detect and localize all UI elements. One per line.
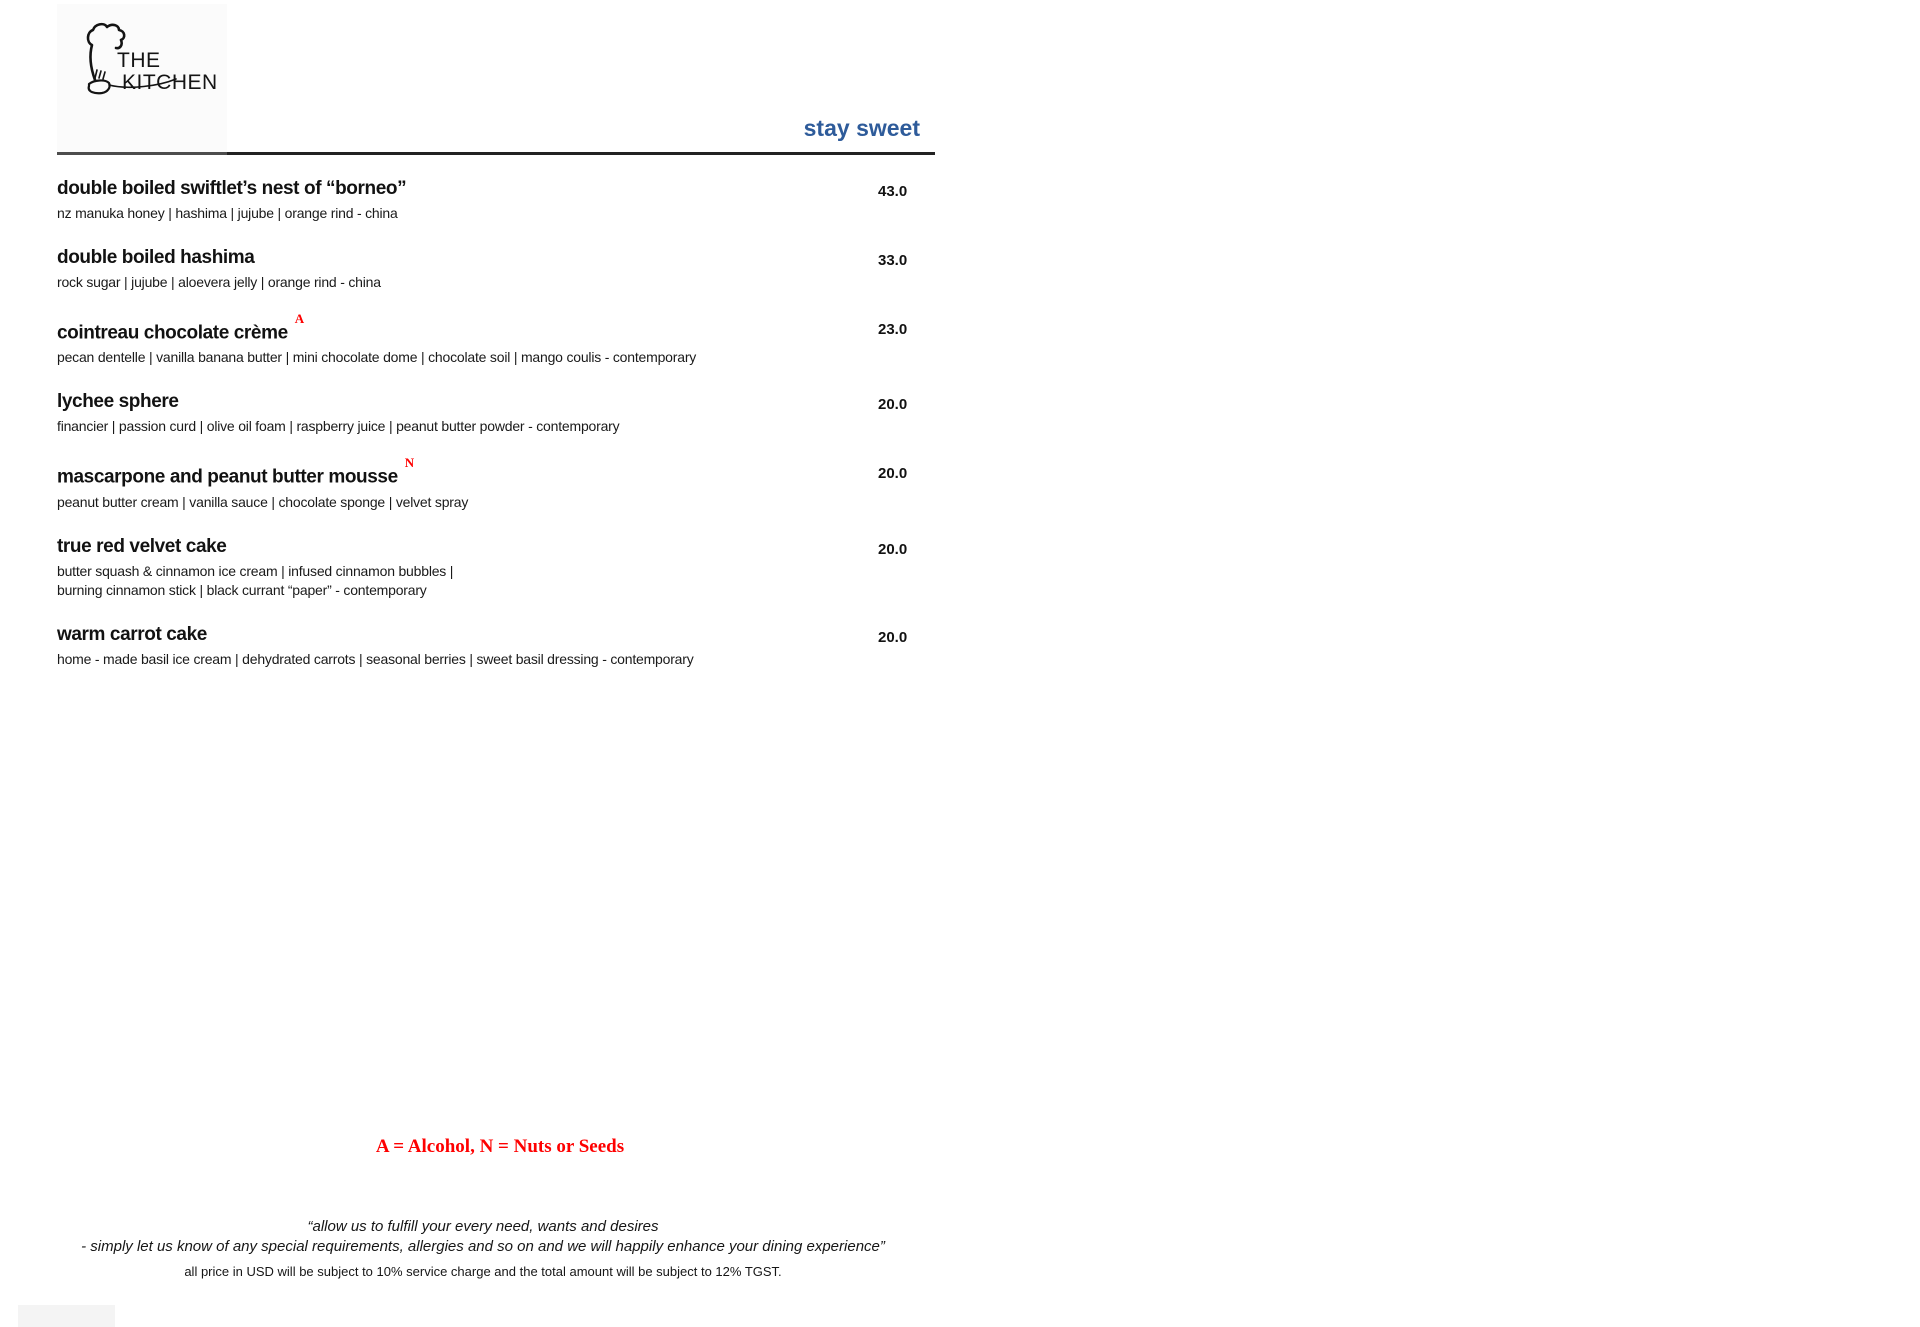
- menu-item-name: [57, 311, 935, 345]
- menu-item: [57, 455, 935, 511]
- price-disclaimer: all price in USD will be subject to 10% service charge and the total amount will be subject to 12% TGST.: [184, 1264, 782, 1279]
- brand-line-kitchen: KITCHEN: [122, 71, 218, 94]
- menu-list: [57, 176, 935, 691]
- quote-line-1: “allow us to fulfill your every need, wants and desires: [307, 1218, 659, 1235]
- menu-item-price: 23.0: [878, 321, 908, 338]
- menu-item: [57, 389, 935, 436]
- menu-item-name-text: double boiled hashima: [57, 247, 255, 268]
- menu-item-description-line: nz manuka honey | hashima | jujube | orange rind - china: [57, 205, 398, 221]
- menu-item-description-line: peanut butter cream | vanilla sauce | chocolate sponge | velvet spray: [57, 493, 469, 510]
- menu-item-description-line: rock sugar | jujube | aloevera jelly | orange rind - china: [57, 274, 381, 290]
- menu-item-description: [57, 273, 935, 292]
- menu-item-name: [57, 622, 935, 647]
- menu-item-description-line: pecan dentelle | vanilla banana butter | mini chocolate dome | chocolate soil | mango coulis - contemporary: [57, 349, 697, 366]
- menu-item-name: [57, 534, 935, 559]
- menu-item-price: 20.0: [878, 465, 908, 483]
- header-divider-left-segment: [57, 152, 227, 155]
- menu-item: [57, 311, 935, 367]
- menu-item-description: [57, 562, 935, 600]
- menu-item-price: 43.0: [878, 183, 908, 200]
- brand-wordmark: [117, 50, 218, 94]
- menu-item: [57, 176, 935, 223]
- menu-item-name-text: double boiled swiftlet’s nest of “borneo”: [57, 178, 407, 199]
- menu-item-description: [57, 417, 935, 436]
- menu-item-name: [57, 245, 935, 270]
- hospitality-quote: [0, 1217, 966, 1257]
- menu-item-name-text: lychee sphere: [57, 391, 179, 413]
- menu-item-price: 20.0: [878, 540, 908, 558]
- menu-item-name-text: mascarpone and peanut butter mousse: [57, 466, 398, 488]
- menu-item: [57, 622, 935, 669]
- menu-item-price: 20.0: [878, 396, 908, 414]
- menu-item-price: 33.0: [878, 252, 908, 269]
- menu-item-name: [57, 176, 935, 201]
- menu-item-description-line: butter squash & cinnamon ice cream | infused cinnamon bubbles |: [57, 562, 454, 579]
- allergen-legend: A = Alcohol, N = Nuts or Seeds: [375, 1136, 625, 1157]
- menu-item-name: [57, 389, 935, 414]
- menu-item-description: [57, 650, 935, 669]
- quote-line-2: - simply let us know of any special requirements, allergies and so on and we will happily enhance your dining experience”: [81, 1238, 885, 1255]
- menu-item-name-text: true red velvet cake: [57, 535, 227, 557]
- menu-item-name-text: warm carrot cake: [57, 623, 207, 645]
- menu-item-description-line: financier | passion curd | olive oil foam | raspberry juice | peanut butter powder - contemporary: [57, 418, 620, 435]
- scan-artifact-box: [18, 1305, 115, 1327]
- menu-item-name: [57, 455, 935, 489]
- brand-line-the: THE: [117, 49, 161, 72]
- menu-item: [57, 534, 935, 600]
- menu-item: [57, 245, 935, 292]
- menu-item-name-text: cointreau chocolate crème: [57, 322, 288, 344]
- allergen-badge: N: [404, 455, 415, 471]
- menu-item-description-line: home - made basil ice cream | dehydrated carrots | seasonal berries | sweet basil dressing - contemporary: [57, 650, 694, 667]
- menu-item-description: [57, 493, 935, 512]
- menu-item-description-line: burning cinnamon stick | black currant “paper” - contemporary: [57, 581, 427, 598]
- menu-item-description: [57, 348, 935, 367]
- menu-item-price: 20.0: [878, 628, 908, 646]
- menu-item-description: [57, 204, 935, 223]
- menu-section-title: stay sweet: [803, 115, 920, 141]
- allergen-badge: A: [294, 311, 305, 326]
